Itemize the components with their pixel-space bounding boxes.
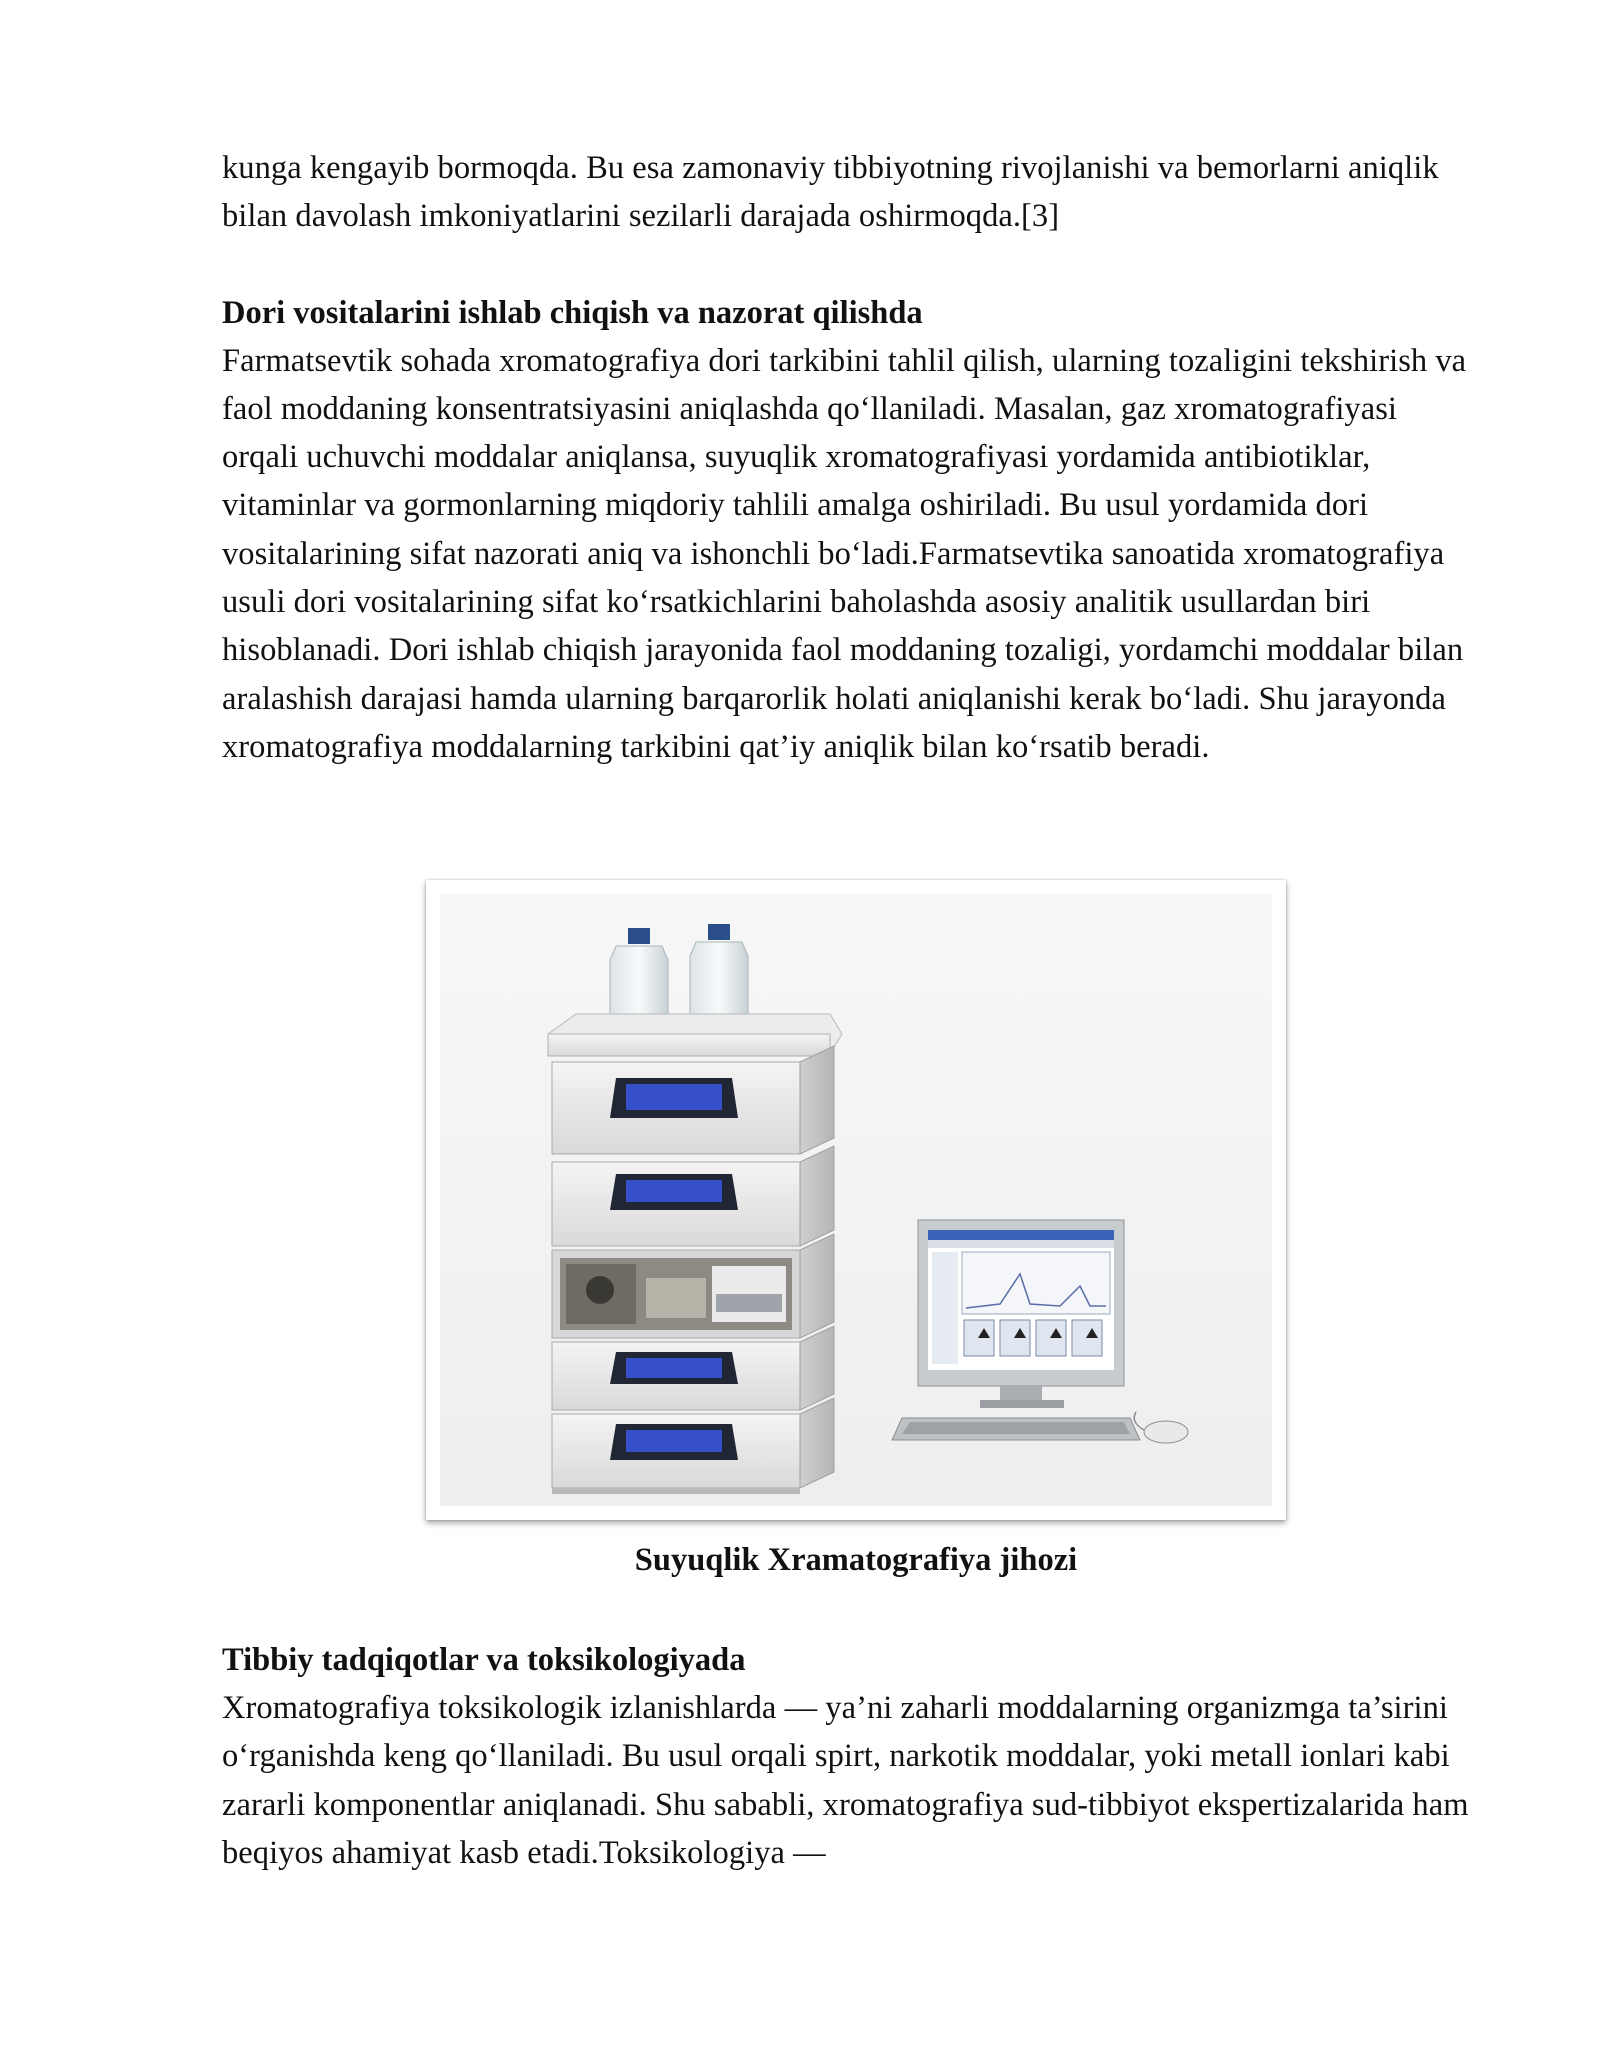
section-toxicology [222, 1636, 1478, 1877]
hplc-equipment-illustration [440, 894, 1272, 1506]
section-text-toxicology: Xromatografiya toksikologik izlanishlarda — ya’ni zaharli moddalarning organizmga ta’sirini o‘rganishda keng qo‘llaniladi. Bu usul orqali spirt, narkotik moddalar, yoki metall ionlari kabi zararli komponentlar aniqlanadi. Shu sababli, xromatografiya sud-tibbiyot ekspertizalarida ham beqiyos ahamiyat kasb etadi.Toksikologiya — [222, 1690, 1469, 1871]
section-heading-toxicology: Tibbiy tadqiqotlar va toksikologiyada [222, 1642, 746, 1678]
paragraph-intro: kunga kengayib bormoqda. Bu esa zamonaviy tibbiyotning rivojlanishi va bemorlarni aniqlik bilan davolash imkoniyatlarini sezilarli darajada oshirmoqda.[3] [222, 150, 1439, 235]
page-content [222, 144, 1478, 771]
hplc-module-stack [552, 1046, 834, 1494]
hplc-equipment-figure [426, 880, 1286, 1520]
section-heading-drug-control: Dori vositalarini ishlab chiqish va nazorat qilishda [222, 294, 923, 331]
figure-caption: Suyuqlik Xramatografiya jihozi [634, 1542, 1078, 1578]
section-text-drug-control: Farmatsevtik sohada xromatografiya dori tarkibini tahlil qilish, ularning tozaligini tekshirish va faol moddaning konsentratsiyasini aniqlashda qo‘llaniladi. Masalan, gaz xromatografiyasi orqali uchuvchi moddalar aniqlansa, suyuqlik xromatografiyasi yordamida antibiotiklar, vitaminlar va gormonlarning miqdoriy tahlili amalga oshiriladi. Bu usul yordamida dori vositalarining sifat nazorati aniq va ishonchli bo‘ladi.Farmatsevtika sanoatida xromatografiya usuli dori vositalarining sifat ko‘rsatkichlarini baholashda asosiy analitik usullardan biri hisoblanadi. Dori ishlab chiqish jarayonida faol moddaning tozaligi, yordamchi moddalar bilan aralashish darajasi hamda ularning barqarorlik holati aniqlanishi kerak bo‘ladi. Shu jarayonda xromatografiya moddalarning tarkibini qat’iy aniqlik bilan ko‘rsatib beradi. [222, 342, 1467, 765]
